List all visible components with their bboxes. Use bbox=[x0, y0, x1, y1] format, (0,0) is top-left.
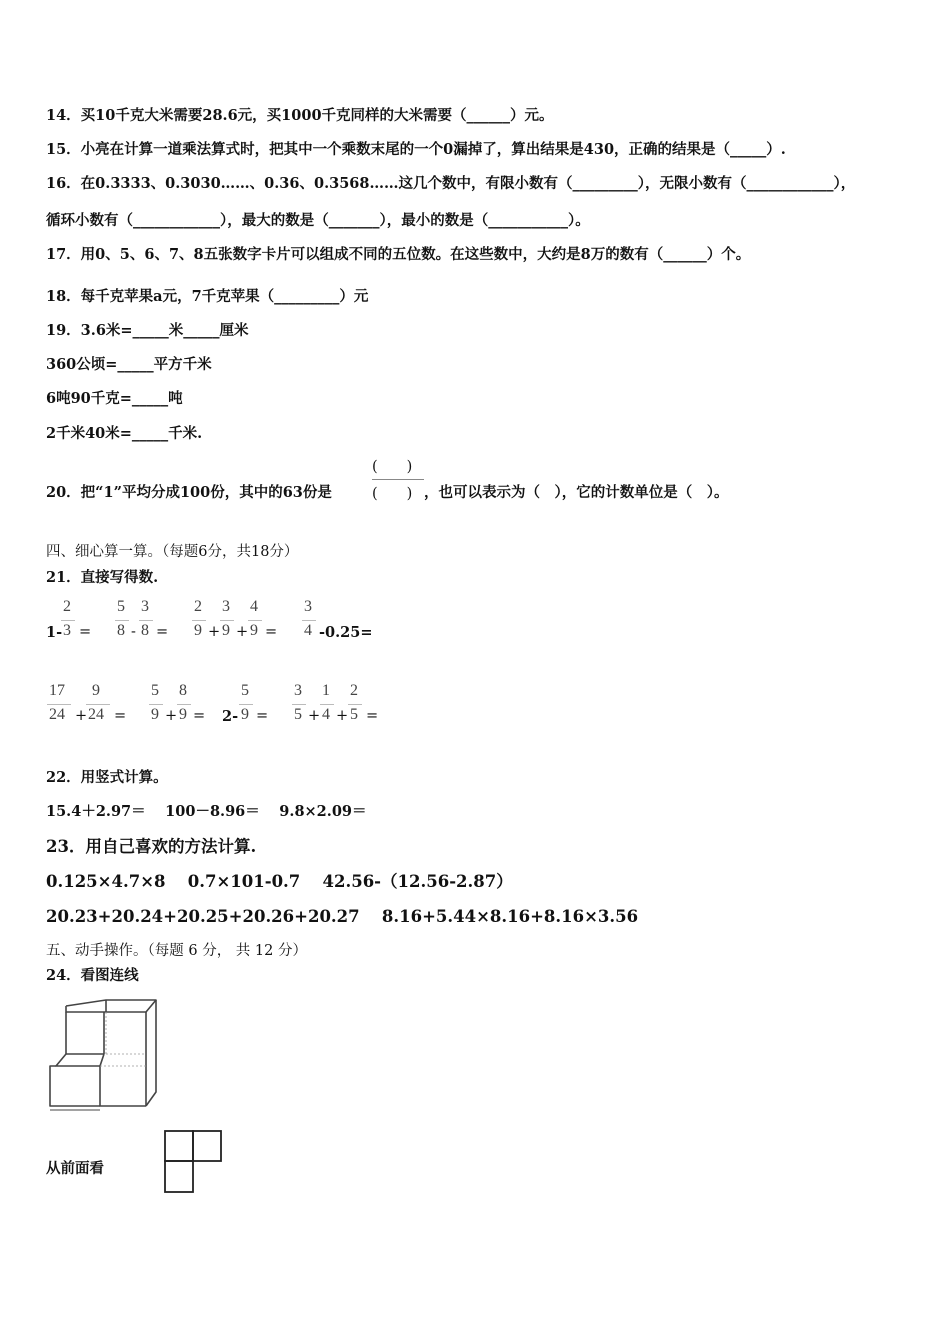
question-20-prefix: 20．把“1”平均分成100份，其中的63份是 bbox=[46, 484, 332, 501]
front-view-shape bbox=[163, 1128, 225, 1196]
r2b-equals: = bbox=[193, 708, 206, 724]
r1d-bar bbox=[302, 620, 316, 621]
front-view-label: 从前面看 bbox=[46, 1160, 104, 1177]
r1d-denominator: 4 bbox=[304, 622, 312, 639]
r1b-denominator-2: 8 bbox=[141, 622, 149, 639]
r2d-plus-1: + bbox=[308, 708, 321, 724]
r2d-numerator-1: 3 bbox=[294, 682, 302, 699]
question-19d: 2千米40米=_____千米. bbox=[46, 425, 203, 442]
r2b-bar-2 bbox=[177, 704, 191, 705]
r1c-denominator-2: 9 bbox=[222, 622, 230, 639]
r1c-denominator-1: 9 bbox=[194, 622, 202, 639]
r1d-suffix: -0.25= bbox=[319, 624, 373, 641]
question-22: 22．用竖式计算。 bbox=[46, 769, 168, 786]
r1c-plus-2: + bbox=[236, 624, 249, 640]
r2c-denominator: 9 bbox=[241, 706, 249, 723]
question-19c: 6吨90千克=_____吨 bbox=[46, 390, 183, 407]
r2a-equals: = bbox=[114, 708, 127, 724]
question-15: 15．小亮在计算一道乘法算式时，把其中一个乘数末尾的一个0漏掉了，算出结果是430，正确的结果是（_____）. bbox=[46, 141, 786, 158]
q20-fraction-bottom: ( ) bbox=[372, 486, 413, 502]
question-22-expressions: 15.4＋2.97＝ 100－8.96＝ 9.8×2.09＝ bbox=[46, 803, 367, 820]
r1b-denominator-1: 8 bbox=[117, 622, 125, 639]
question-19b: 360公顷=_____平方千米 bbox=[46, 356, 212, 373]
r1c-numerator-2: 3 bbox=[222, 598, 230, 615]
r1c-bar-2 bbox=[220, 620, 234, 621]
question-23-line1: 0.125×4.7×8 0.7×101-0.7 42.56-（12.56-2.87） bbox=[46, 872, 513, 891]
r1a-bar bbox=[61, 620, 75, 621]
question-21: 21．直接写得数. bbox=[46, 569, 159, 586]
r2d-denominator-2: 4 bbox=[322, 706, 330, 723]
question-14: 14．买10千克大米需要28.6元，买1000千克同样的大米需要（______）元。 bbox=[46, 107, 554, 124]
section-4-title: 四、细心算一算。（每题6分，共18分） bbox=[46, 544, 299, 560]
question-24: 24．看图连线 bbox=[46, 967, 139, 984]
r2d-equals: = bbox=[366, 708, 379, 724]
question-19a: 19．3.6米=_____米_____厘米 bbox=[46, 322, 249, 339]
r2d-denominator-3: 5 bbox=[350, 706, 358, 723]
r1a-prefix: 1- bbox=[46, 624, 63, 641]
r2c-prefix: 2- bbox=[222, 708, 239, 725]
question-20-suffix: ，也可以表示为（ ），它的计数单位是（ ）。 bbox=[424, 484, 729, 501]
question-23-line2: 20.23+20.24+20.25+20.26+20.27 8.16+5.44×8.16+8.16×3.56 bbox=[46, 907, 639, 926]
question-18: 18．每千克苹果a元，7千克苹果（_________）元 bbox=[46, 288, 369, 305]
r1a-denominator: 3 bbox=[63, 622, 71, 639]
r2c-equals: = bbox=[256, 708, 269, 724]
r2d-numerator-2: 1 bbox=[322, 682, 330, 699]
r2a-plus: + bbox=[75, 708, 88, 724]
r2b-denominator-2: 9 bbox=[179, 706, 187, 723]
r2a-bar-2 bbox=[86, 704, 110, 705]
r1c-bar-1 bbox=[192, 620, 206, 621]
q20-fraction-top: ( ) bbox=[372, 459, 413, 475]
question-23: 23．用自己喜欢的方法计算. bbox=[46, 837, 257, 856]
r1a-numerator: 2 bbox=[63, 598, 71, 615]
r1c-plus-1: + bbox=[208, 624, 221, 640]
r2b-bar-1 bbox=[149, 704, 163, 705]
r2d-numerator-3: 2 bbox=[350, 682, 358, 699]
r1c-numerator-3: 4 bbox=[250, 598, 258, 615]
r2d-denominator-1: 5 bbox=[294, 706, 302, 723]
r1b-bar-2 bbox=[139, 620, 153, 621]
r2c-numerator: 5 bbox=[241, 682, 249, 699]
section-5-title: 五、动手操作。（每题 6 分， 共 12 分） bbox=[46, 943, 307, 959]
r2d-bar-1 bbox=[292, 704, 306, 705]
question-16-line2: 循环小数有（____________），最大的数是（_______），最小的数是（___________）。 bbox=[46, 212, 590, 229]
r1b-numerator-1: 5 bbox=[117, 598, 125, 615]
r2a-numerator-1: 17 bbox=[49, 682, 65, 699]
r2b-numerator-2: 8 bbox=[179, 682, 187, 699]
cube-figure bbox=[44, 994, 164, 1114]
r1b-minus: - bbox=[131, 624, 136, 640]
r2a-denominator-2: 24 bbox=[88, 706, 104, 723]
question-16-line1: 16．在0.3333、0.3030……、0.36、0.3568……这几个数中，有限小数有（_________），无限小数有（____________）， bbox=[46, 175, 856, 192]
r1a-equals: = bbox=[79, 624, 92, 640]
r1c-numerator-1: 2 bbox=[194, 598, 202, 615]
r1c-equals: = bbox=[265, 624, 278, 640]
r2c-bar bbox=[239, 704, 253, 705]
r2d-bar-2 bbox=[320, 704, 334, 705]
r2d-bar-3 bbox=[348, 704, 362, 705]
r1b-bar-1 bbox=[115, 620, 129, 621]
r2a-bar-1 bbox=[47, 704, 71, 705]
r2d-plus-2: + bbox=[336, 708, 349, 724]
r2b-plus: + bbox=[165, 708, 178, 724]
r1c-denominator-3: 9 bbox=[250, 622, 258, 639]
question-17: 17．用0、5、6、7、8五张数字卡片可以组成不同的五位数。在这些数中，大约是8万的数有（______）个。 bbox=[46, 246, 751, 263]
r1d-numerator: 3 bbox=[304, 598, 312, 615]
r2b-denominator-1: 9 bbox=[151, 706, 159, 723]
r2b-numerator-1: 5 bbox=[151, 682, 159, 699]
q20-fraction-bar bbox=[372, 479, 424, 480]
r2a-numerator-2: 9 bbox=[92, 682, 100, 699]
r2a-denominator-1: 24 bbox=[49, 706, 65, 723]
r1c-bar-3 bbox=[248, 620, 262, 621]
r1b-numerator-2: 3 bbox=[141, 598, 149, 615]
r1b-equals: = bbox=[156, 624, 169, 640]
